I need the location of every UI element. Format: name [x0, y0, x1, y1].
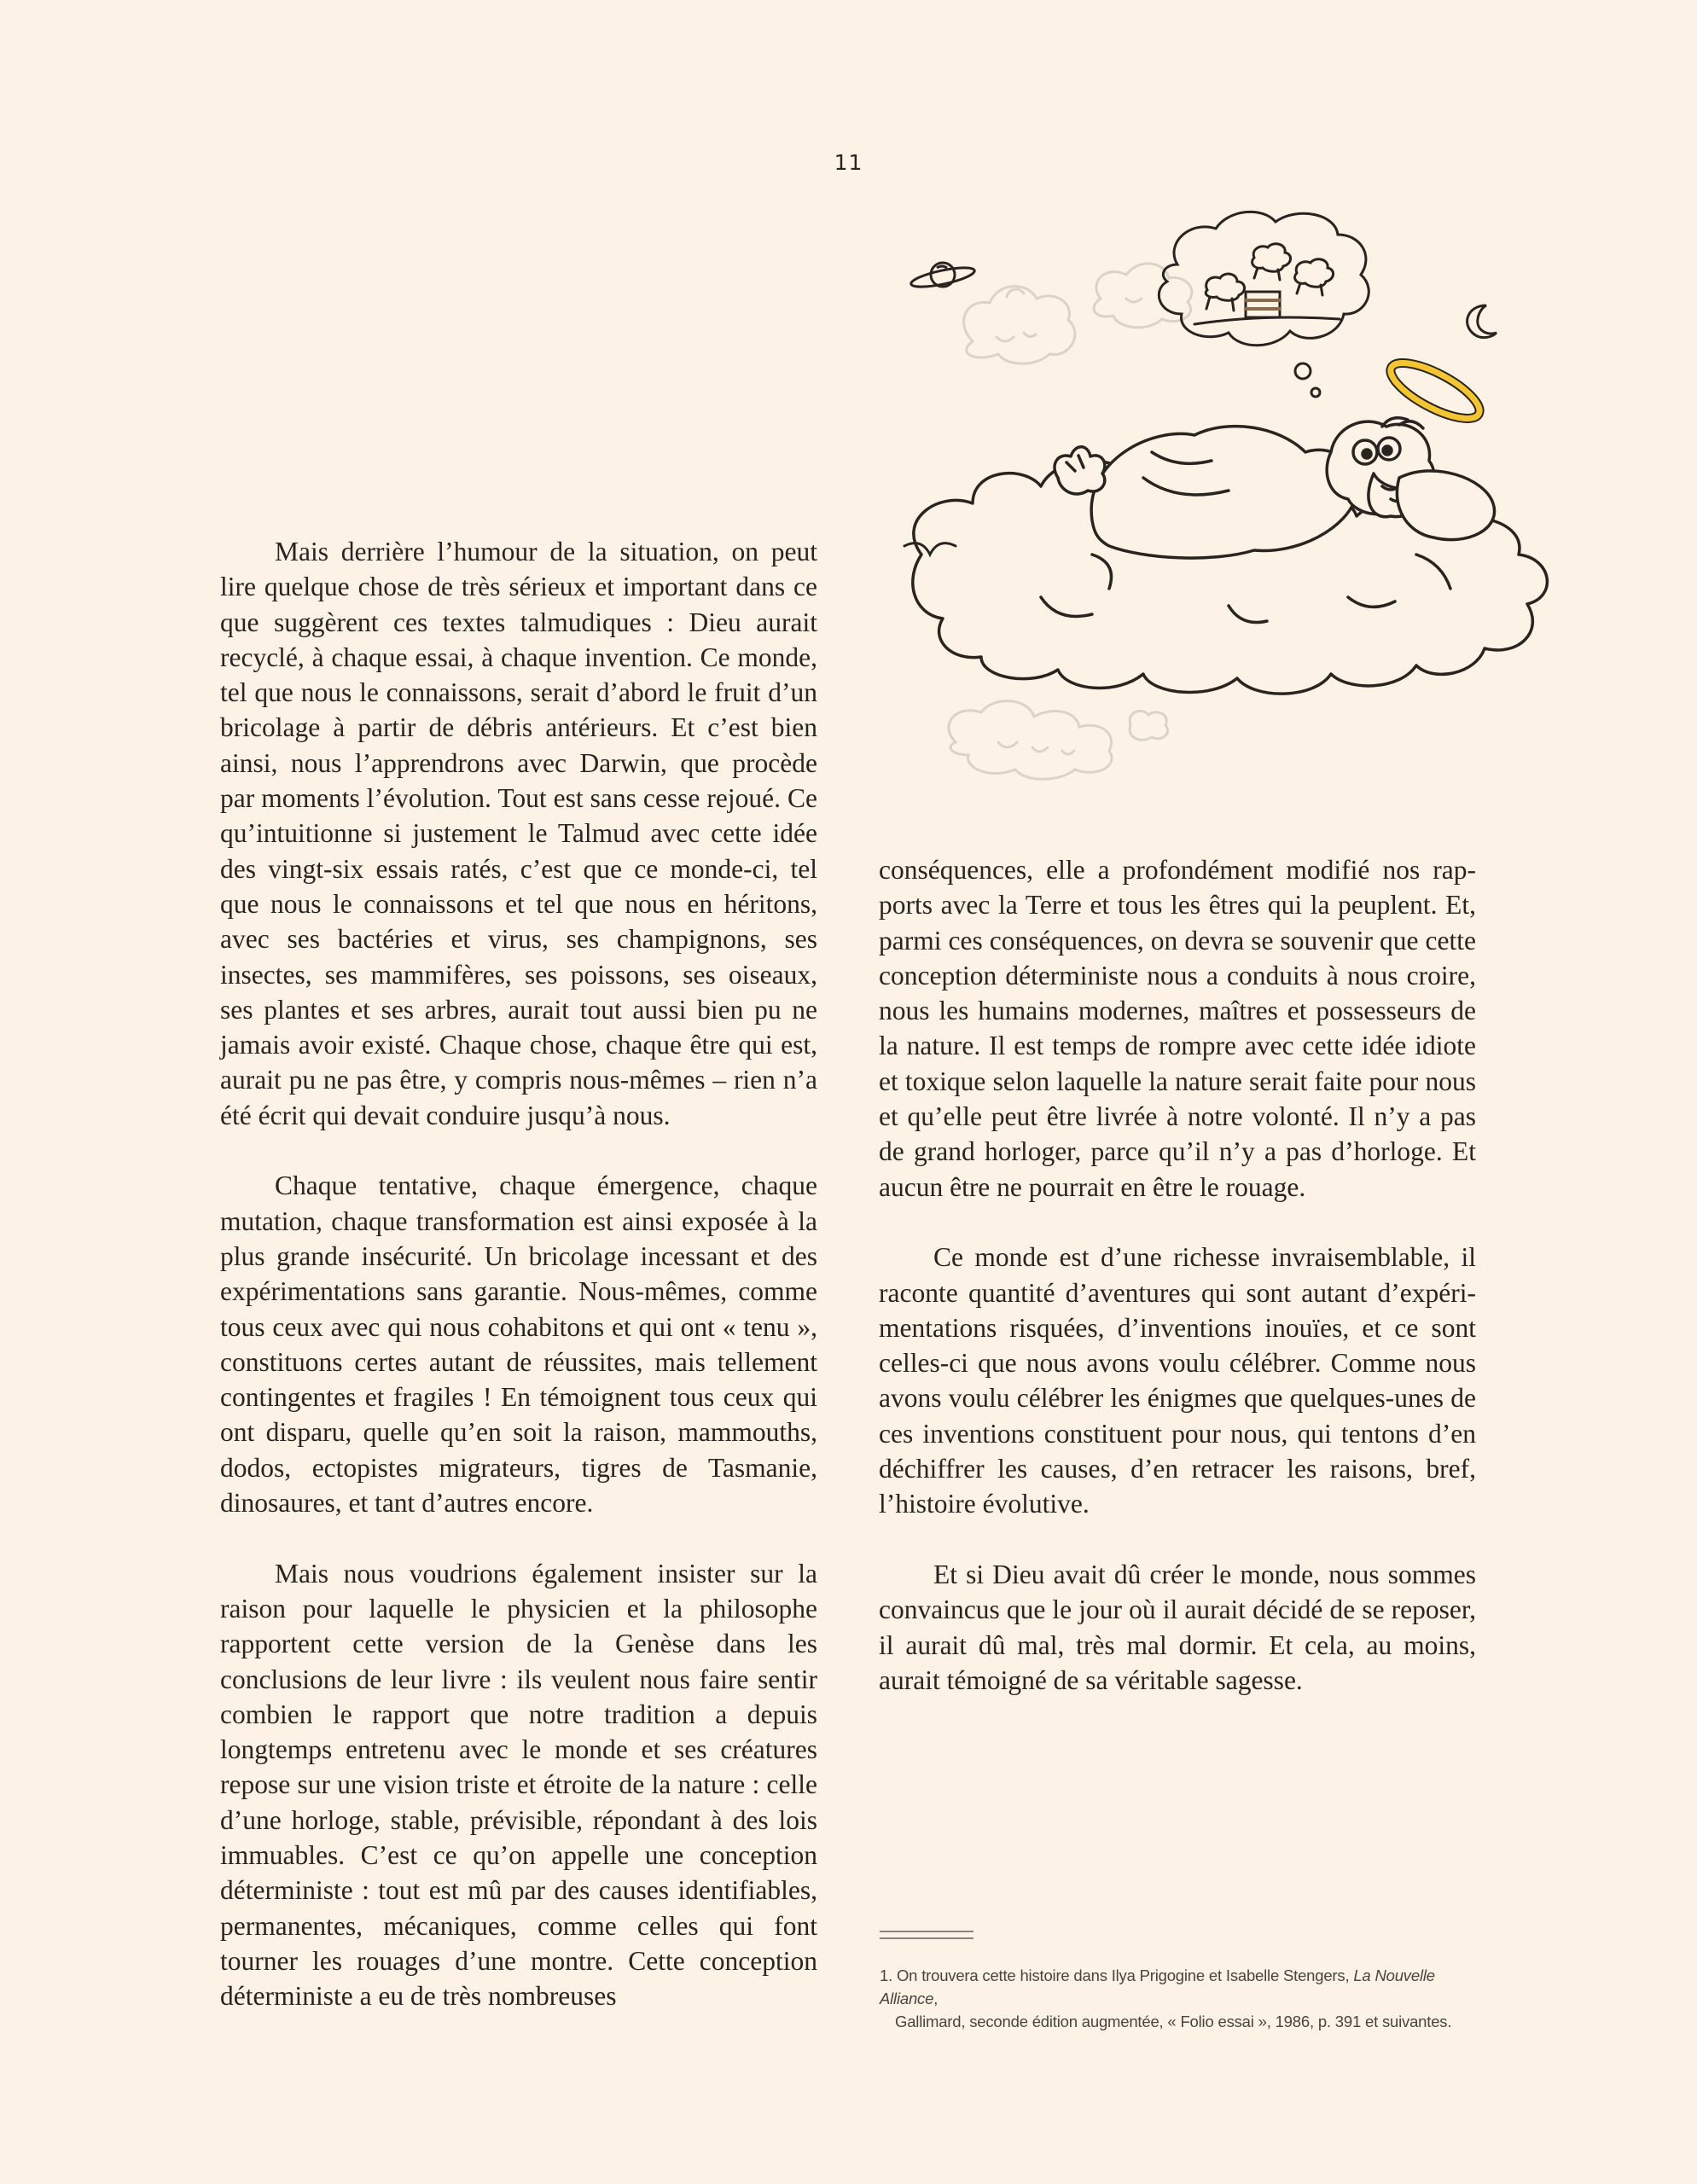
paragraph: Mais derrière l’humour de la situation, on peut lire quelque chose de très sérieux et important dans ce que suggèrent ces textes talmudiques : Dieu aurait recyclé, à chaque essai, à chaque invention. Ce monde, tel que nous le connaissons, serait d’abord le fruit d’un bricolage à partir de débris antérieurs. Et c’est bien ainsi, nous l’apprendrons avec Darwin, que procède par moments l’évolution. Tout est sans cesse rejoué. Ce qu’intuitionne si justement le Talmud avec cette idée des vingt-six essais ratés, c’est que ce monde-ci, tel que nous le connaissons et tel que nous en héritons, avec ses bactéries et virus, ses champignons, ses insectes, ses mammifères, ses poissons, ses oiseaux, ses plantes et ses arbres, aurait tout aussi bien pu ne jamais avoir existé. Chaque chose, chaque être qui est, aurait pu ne pas être, y compris nous-mêmes – rien n’a été écrit qui devait conduire jusqu’à nous. — [220, 537, 817, 1130]
sleeping-god-illustration — [870, 196, 1604, 802]
paragraph: Et si Dieu avait dû créer le monde, nous sommes convaincus que le jour où il aurait décidé de se reposer, il aurait dû mal, très mal dormir. Et cela, au moins, aurait témoigné de sa véritable sagesse. — [879, 1559, 1476, 1695]
paragraph: conséquences, elle a profondément modifié nos rapports avec la Terre et tous les êtres qui la peuplent. Et, parmi ces conséquences, on devra se souvenir que cette conception déterministe nous a conduits à nous croire, nous les humains modernes, maîtres et possesseurs de la nature. Il est temps de rompre avec cette idée idiote et toxique selon laquelle la nature serait faite pour nous et qu’elle peut être livrée à notre volonté. Il n’y a pas de grand horloger, parce qu’il n’y a pas d’horloge. Et aucun être ne pourrait en être le rouage. — [879, 855, 1476, 1202]
footnote-comma: , — [933, 1989, 939, 2007]
footnote-book-title: La Nouvelle Alliance — [880, 1966, 1435, 2007]
footnote — [880, 1964, 1477, 2033]
paragraph: Ce monde est d’une richesse invraisemblable, il raconte quantité d’aventures qui sont autant d’expérimentations risquées, d’inventions inouïes, et ce sont celles-ci que nous avons voulu célébrer. Comme nous avons voulu célébrer les énigmes que quelques-unes de ces inventions constituent pour nous, qui tentons d’en déchiffrer les causes, d’en retracer les raisons, bref, l’histoire évolutive. — [879, 1242, 1476, 1519]
left-text-column — [220, 534, 817, 2013]
paragraph: Chaque tentative, chaque émergence, chaque mutation, chaque transformation est ainsi exposée à la plus grande insécurité. Un bricolage incessant et des expérimentations sans garantie. Nous-mêmes, comme tous ceux avec qui nous cohabitons et qui ont « tenu », constituons certes autant de réussites, mais tellement contingentes et fragiles ! En témoignent tous ceux qui ont disparu, quelle qu’en soit la raison, mammouths, dodos, ectopistes migrateurs, tigres de Tasmanie, dinosaures, et tant d’autres encore. — [220, 1170, 817, 1519]
footnote-separator — [880, 1931, 973, 1939]
moon-icon — [1467, 305, 1496, 338]
footnote-number: 1. — [880, 1966, 893, 1984]
footnote-text: On trouvera cette histoire dans Ilya Prigogine et Isabelle Stengers, — [896, 1966, 1350, 1984]
paragraph: Mais nous voudrions également insister sur la raison pour laquelle le physicien et la philosophe rapportent cette version de la Genèse dans les conclusions de leur livre : ils veulent nous faire sentir combien le rapport que notre tradition a depuis longtemps entretenu avec le monde et ses créatures repose sur une vision triste et étroite de la nature : celle d’une horloge, stable, prévisible, répondant à des lois immuables. C’est ce qu’on appelle une conception déterministe : tout est mû par des causes identifiables, permanentes, mécaniques, comme celles qui font tourner les rouages d’une montre. Cette conception déterministe a eu de très nombreuses — [220, 1558, 817, 2012]
sleeping-god — [1055, 418, 1495, 558]
footnote-text-line2: Gallimard, seconde édition augmentée, « Folio essai », 1986, p. 391 et suivantes. — [895, 2013, 1452, 2030]
page-number: 11 — [834, 150, 863, 175]
planet-icon — [910, 263, 976, 291]
right-text-column — [879, 852, 1476, 1698]
